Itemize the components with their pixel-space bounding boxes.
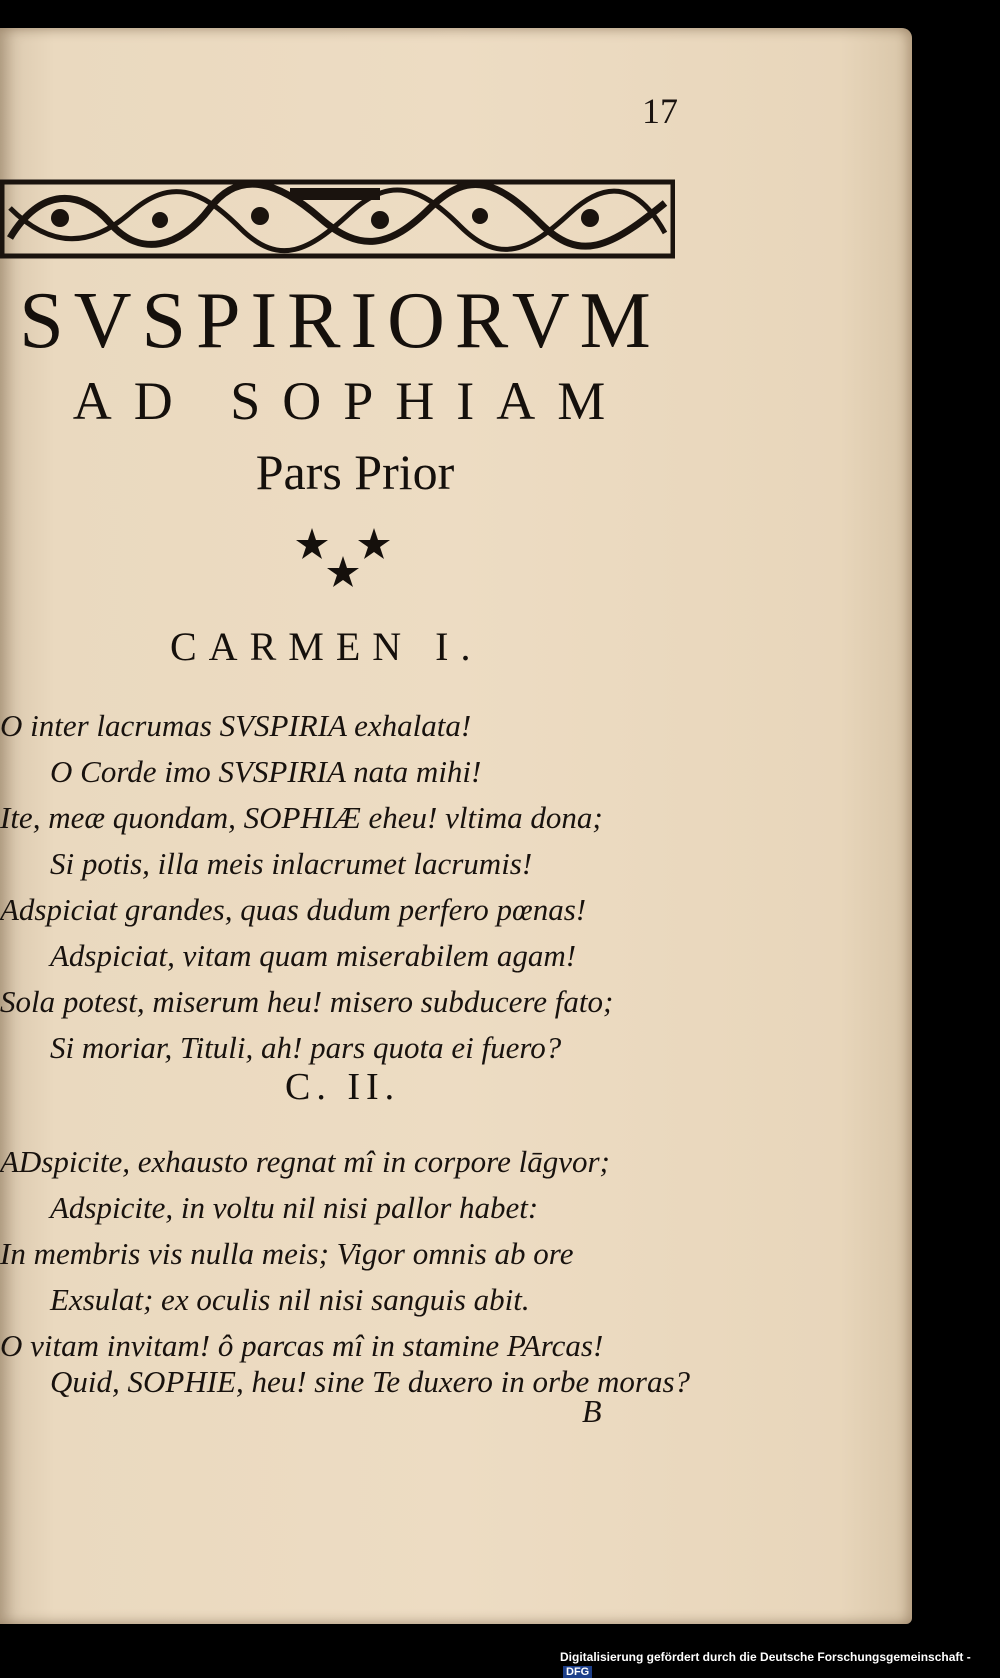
verse-line: In membris vis nulla meis; Vigor omnis ab ore: [0, 1236, 574, 1271]
title-line-1: SVSPIRIORVM: [19, 277, 661, 365]
verse-line: O vitam invitam! ô parcas mî in stamine PArcas!: [0, 1328, 604, 1363]
verse-line: Exsulat; ex oculis nil nisi sanguis abit.: [50, 1282, 530, 1317]
page-number: 17: [642, 91, 678, 131]
verse-line: Ite, meæ quondam, SOPHIÆ eheu! vltima dona;: [0, 800, 603, 835]
dfg-logo: DFG: [563, 1666, 592, 1678]
verse-line: ADspicite, exhausto regnat mî in corpore lāgvor;: [0, 1144, 610, 1179]
asterism-ornament: [290, 526, 400, 590]
ornamental-headpiece: [0, 178, 675, 260]
footer-text: Digitalisierung gefördert durch die Deutsche Forschungsgemeinschaft -: [560, 1650, 971, 1664]
signature-mark: B: [582, 1393, 602, 1429]
book-page: [0, 28, 912, 1624]
verse-line: Adspiciat grandes, quas dudum perfero pœnas!: [0, 892, 587, 927]
verse-line: O inter lacrumas SVSPIRIA exhalata!: [0, 708, 472, 743]
verse-line: Adspicite, in voltu nil nisi pallor habet:: [50, 1190, 539, 1225]
verse-line: Si moriar, Tituli, ah! pars quota ei fuero?: [50, 1030, 562, 1065]
title-line-3: Pars Prior: [255, 444, 455, 500]
verse-line: Si potis, illa meis inlacrumet lacrumis!: [50, 846, 533, 881]
digitization-credit: [560, 1650, 1000, 1678]
title-line-2: AD SOPHIAM: [72, 371, 628, 431]
verse-line: Adspiciat, vitam quam miserabilem agam!: [50, 938, 577, 973]
verse-line: Sola potest, miserum heu! misero subducere fato;: [0, 984, 614, 1019]
section-heading-carmen-1: CARMEN I.: [170, 624, 483, 669]
verse-line: Quid, SOPHIE, heu! sine Te duxero in orbe moras?: [50, 1364, 691, 1399]
verse-line: O Corde imo SVSPIRIA nata mihi!: [50, 754, 482, 789]
section-heading-c-2: C. II.: [285, 1066, 401, 1108]
